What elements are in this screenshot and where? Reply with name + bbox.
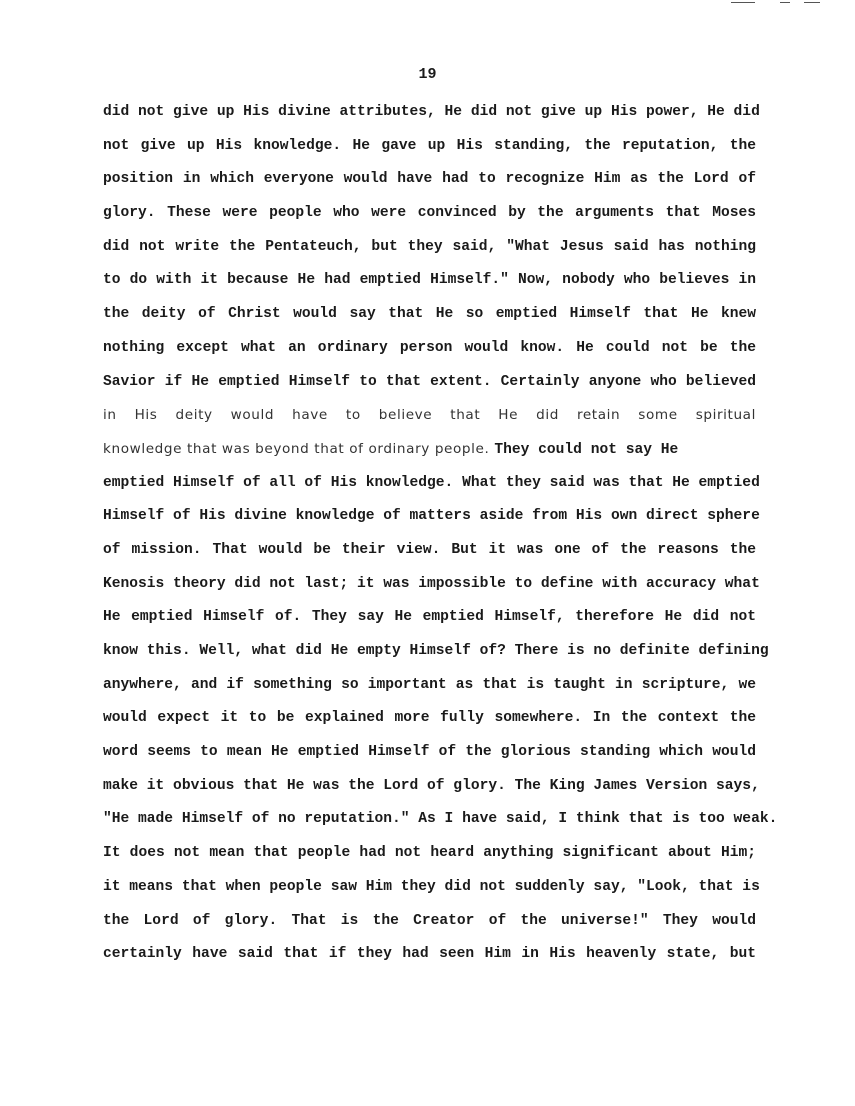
text-line-light: in His deity would have to believe that He did retain some spiritual bbox=[103, 407, 756, 424]
text-line: did not write the Pentateuch, but they said, "What Jesus said has nothing bbox=[103, 238, 756, 255]
text-line: glory. These were people who were convinced by the arguments that Moses bbox=[103, 205, 756, 222]
text-line: Himself of His divine knowledge of matters aside from His own direct sphere bbox=[103, 508, 760, 525]
text-line: word seems to mean He emptied Himself of the glorious standing which would bbox=[103, 744, 756, 761]
bold-text-segment: They could not say He bbox=[494, 441, 679, 458]
text-line: did not give up His divine attributes, He did not give up His power, He did bbox=[103, 104, 760, 120]
text-line: the Lord of glory. That is the Creator of the universe!" They would bbox=[103, 912, 756, 929]
text-line: It does not mean that people had not heard anything significant about Him; bbox=[103, 845, 756, 862]
page-number: 19 bbox=[418, 66, 437, 83]
scan-mark-3 bbox=[804, 2, 820, 3]
text-line: "He made Himself of no reputation." As I have said, I think that is too weak. bbox=[103, 811, 778, 828]
text-line: certainly have said that if they had seen Him in His heavenly state, but bbox=[103, 946, 756, 963]
text-line: to do with it because He had emptied Himself." Now, nobody who believes in bbox=[103, 272, 756, 289]
text-line: know this. Well, what did He empty Himself of? There is no definite defining bbox=[103, 643, 769, 659]
text-line-mixed bbox=[103, 433, 756, 467]
text-line: anywhere, and if something so important as that is taught in scripture, we bbox=[103, 676, 756, 693]
body-text bbox=[103, 96, 778, 972]
text-line: make it obvious that He was the Lord of glory. The King James Version says, bbox=[103, 777, 760, 794]
text-line: position in which everyone would have had to recognize Him as the Lord of bbox=[103, 171, 756, 188]
text-line: Kenosis theory did not last; it was impossible to define with accuracy what bbox=[103, 575, 760, 592]
scan-mark-2 bbox=[780, 2, 790, 3]
text-line: He emptied Himself of. They say He emptied Himself, therefore He did not bbox=[103, 609, 756, 626]
text-line: emptied Himself of all of His knowledge. What they said was that He emptied bbox=[103, 474, 760, 491]
light-text-segment: knowledge that was beyond that of ordinary people. bbox=[103, 440, 490, 457]
text-line: nothing except what an ordinary person would know. He could not be the bbox=[103, 339, 756, 356]
text-line: not give up His knowledge. He gave up His standing, the reputation, the bbox=[103, 137, 756, 154]
scan-mark-1 bbox=[731, 2, 755, 3]
text-line: it means that when people saw Him they did not suddenly say, "Look, that is bbox=[103, 878, 760, 895]
text-line: the deity of Christ would say that He so emptied Himself that He knew bbox=[103, 306, 756, 323]
text-line: of mission. That would be their view. But it was one of the reasons the bbox=[103, 541, 756, 558]
text-line: would expect it to be explained more fully somewhere. In the context the bbox=[103, 710, 756, 727]
text-line: Savior if He emptied Himself to that extent. Certainly anyone who believed bbox=[103, 373, 756, 390]
